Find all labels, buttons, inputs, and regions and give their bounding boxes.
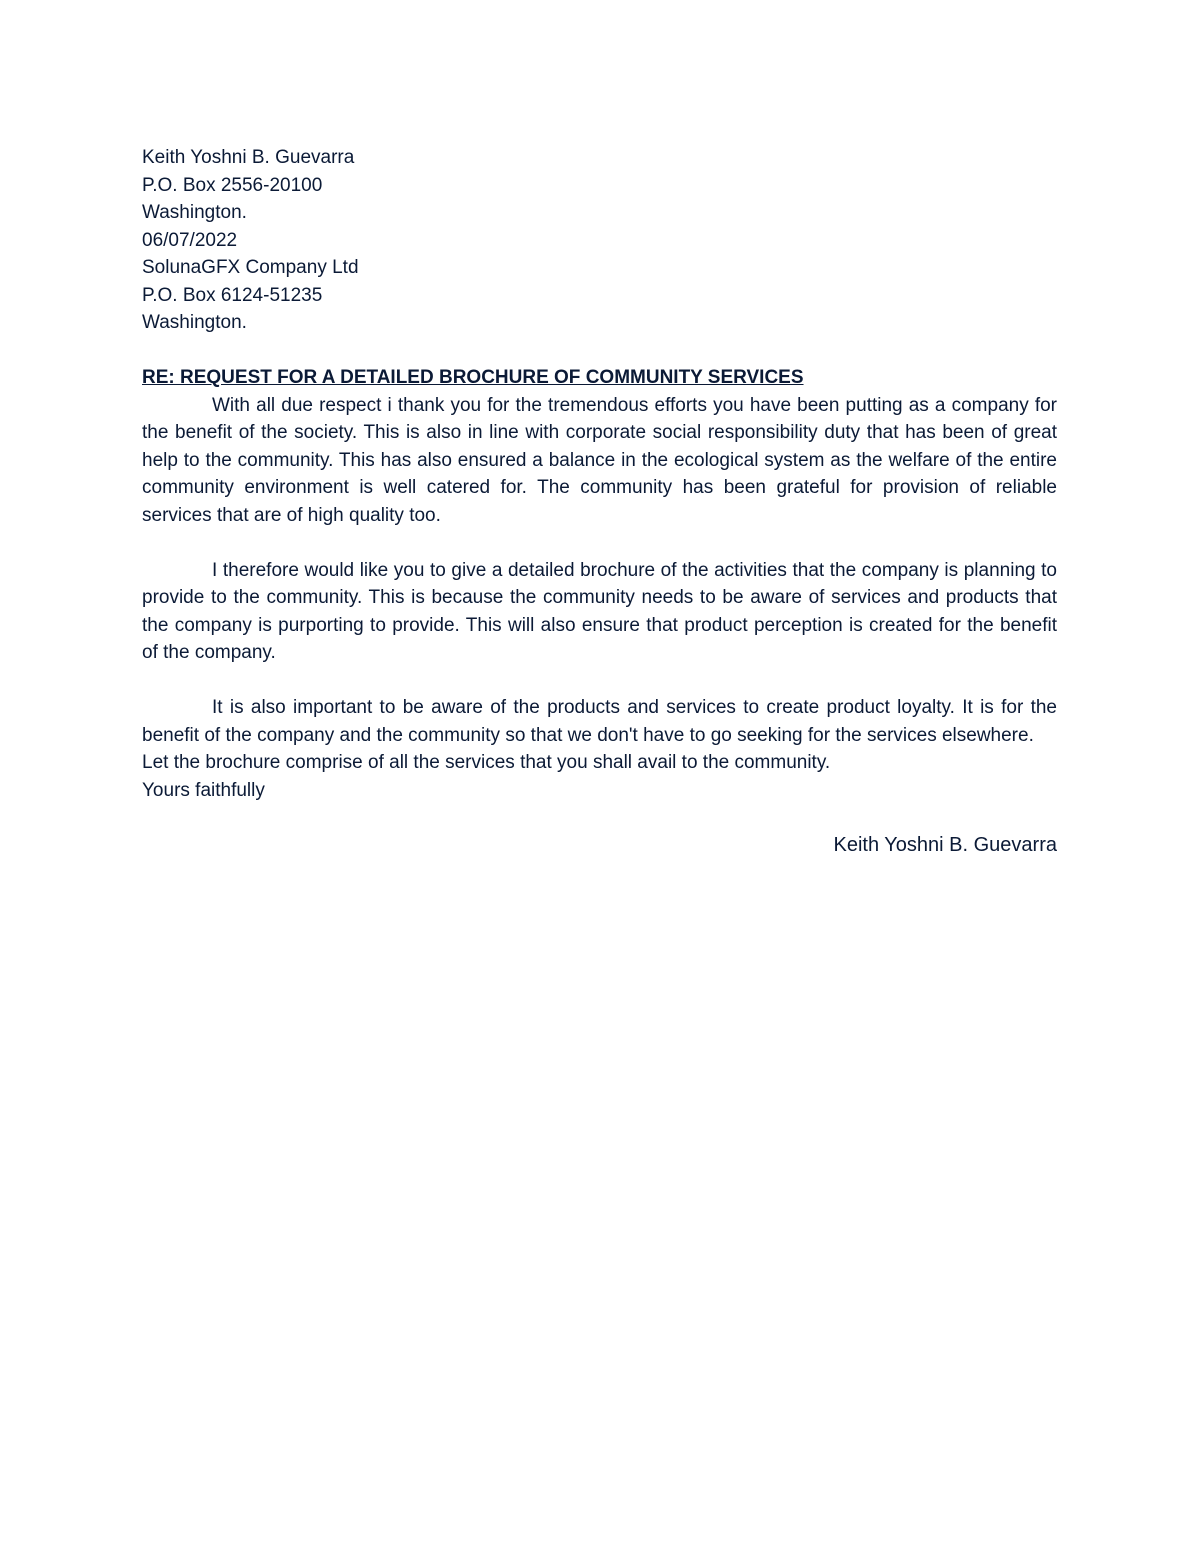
sender-name: Keith Yoshni B. Guevarra [142,147,355,168]
signature-name: Keith Yoshni B. Guevarra [833,833,1057,856]
letter-date: 06/07/2022 [142,229,238,251]
body-paragraph-2: I therefore would like you to give a detailed brochure of the activities that the company is planning to provide to the community. This is because the community needs to be aware of services and products that the company is purporting to provide. This will also ensure that product perception is created for the benefit of the company. [142,559,1057,663]
sender-address: P.O. Box 2556-20100 [142,174,323,196]
spacer [142,529,1057,557]
recipient-city: Washington. [142,312,247,333]
complimentary-close: Yours faithfully [142,779,265,801]
sender-city: Washington. [142,202,247,223]
spacer [142,667,1057,695]
letter-body [142,144,1057,859]
body-paragraph-1: With all due respect i thank you for the tremendous efforts you have been putting as a company for the benefit of the society. This is also in line with corporate social responsibility duty that has been of great help to the community. This has also ensured a balance in the ecological system as the welfare of the entire community environment is well catered for. The community has been grateful for provision of reliable services that are of high quality too. [142,394,1057,526]
body-paragraph-3: It is also important to be aware of the products and services to create product loyalty. It is for the benefit of the company and the community so that we don't have to go seeking for the services elsewhere. [142,697,1057,746]
recipient-company: SolunaGFX Company Ltd [142,257,359,278]
letter-subject: RE: REQUEST FOR A DETAILED BROCHURE OF COMMUNITY SERVICES [142,367,804,388]
recipient-address: P.O. Box 6124-51235 [142,284,323,306]
spacer [142,337,1057,365]
spacer [142,804,1057,832]
closing-line: Let the brochure comprise of all the services that you shall avail to the community. [142,752,831,773]
